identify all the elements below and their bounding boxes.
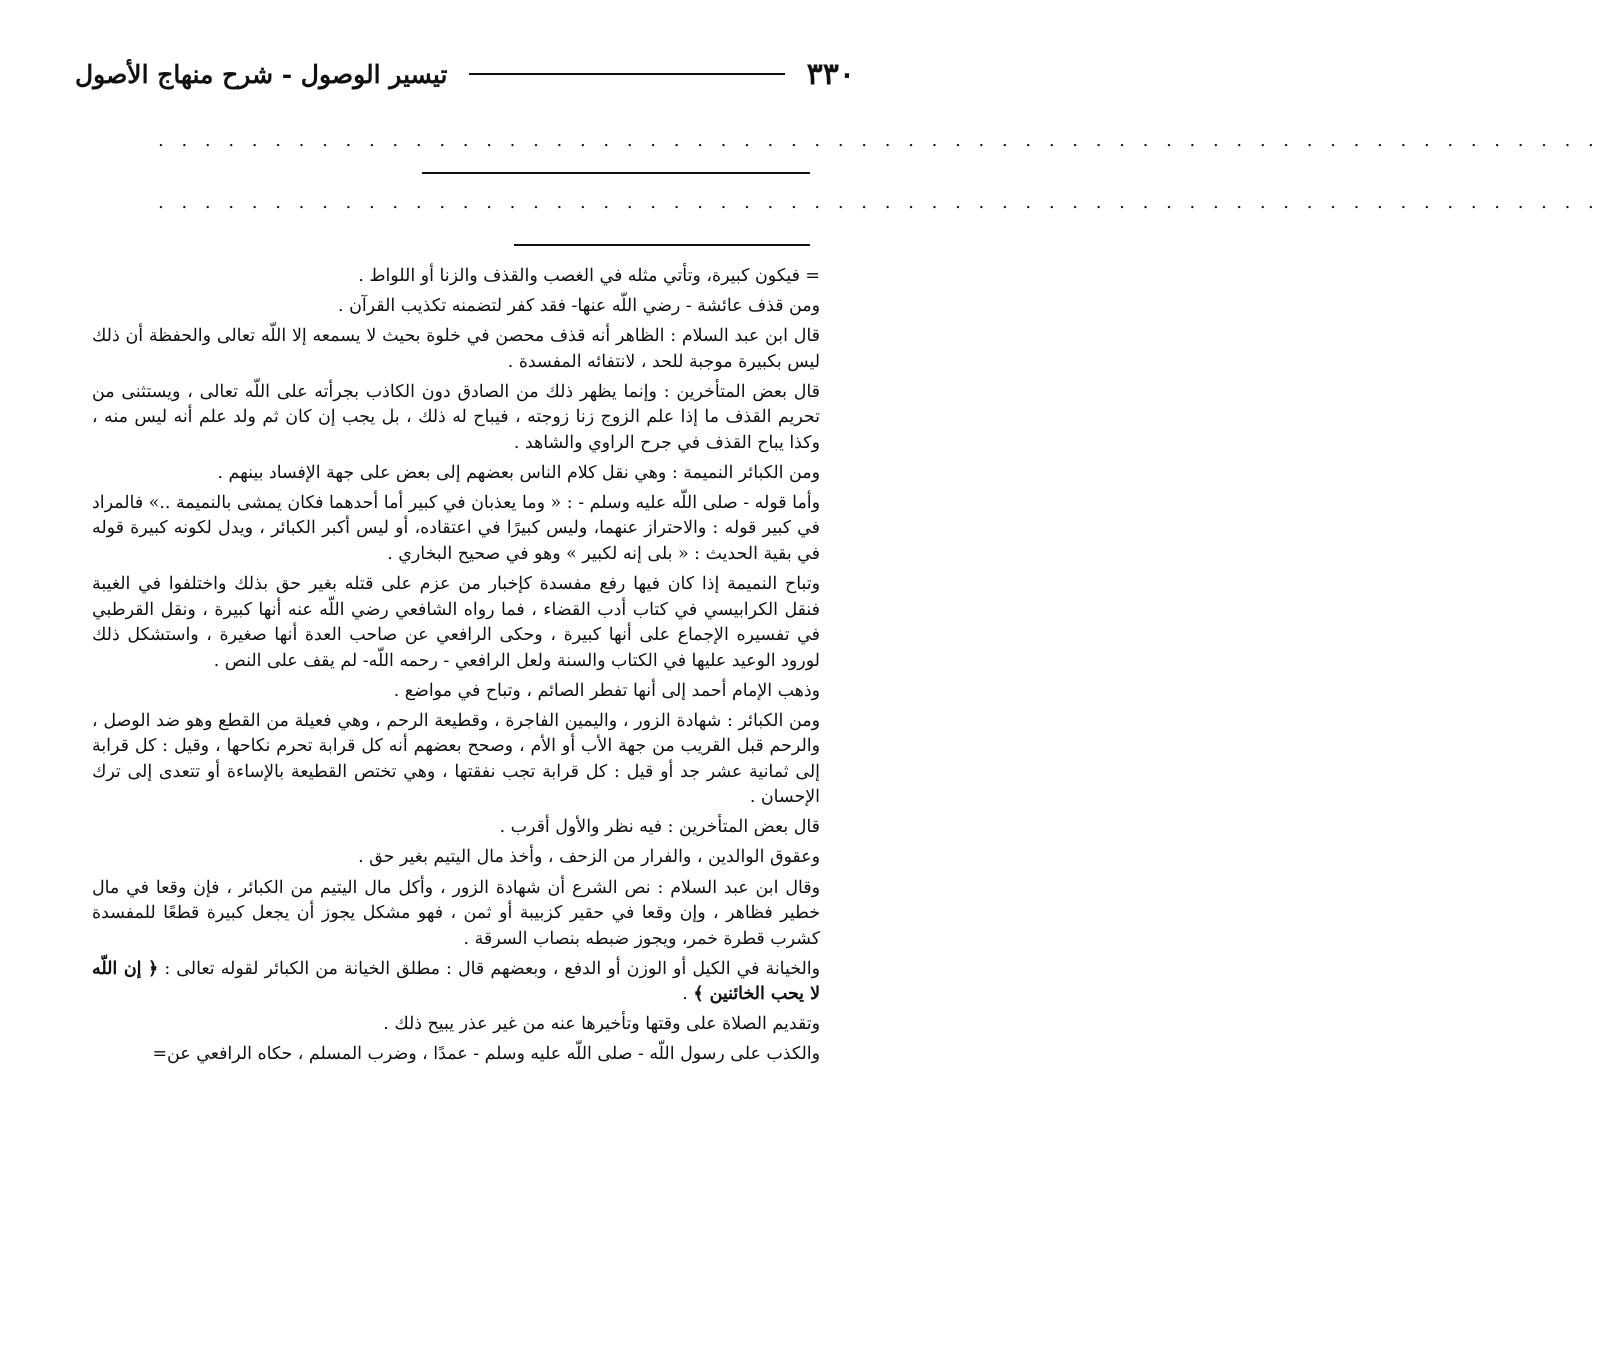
divider-rule — [422, 172, 810, 174]
quran-verse: ﴿ إن اللّه لا يحب الخائنين ﴾ — [92, 958, 820, 1005]
paragraph: والخيانة في الكيل أو الوزن أو الدفع ، وبعضهم قال : مطلق الخيانة من الكبائر لقوله تعالى : ﴿ إن اللّه لا يحب الخائنين ﴾ . — [92, 958, 820, 1005]
ellipsis-separator: . . . . . . . . . . . . . . . . . . . . . . . . . . . . . . . . . . . . . . . . . . . . . . . . . . . . . . . . . . . . . . — [158, 130, 1600, 151]
paragraph: والكذب على رسول اللّه - صلى اللّه عليه وسلم - عمدًا ، وضرب المسلم ، حكاه الرافعي عن= — [152, 1044, 820, 1065]
paragraph: قال بعض المتأخرين : فيه نظر والأول أقرب . — [499, 817, 820, 838]
footnote-rule — [514, 244, 810, 246]
paragraph: ومن الكبائر النميمة : وهي نقل كلام الناس بعضهم إلى بعض على جهة الإفساد بينهم . — [217, 462, 820, 483]
paragraph: وأما قوله - صلى اللّه عليه وسلم - : « وما يعذبان في كبير أما أحدهما فكان يمشى بالنميمة ..» فالمراد في كبير قوله : والاحتراز عنهما، وليس كبيرًا في اعتقاده، أو ليس أكبر الكبائر ، ويدل لكونه كبيرة قوله في بقية الحديث : « بلى إنه لكبير » وهو في صحيح البخاري . — [92, 492, 820, 564]
book-title: تيسير الوصول - شرح منهاج الأصول — [75, 59, 448, 89]
paragraph: وتقديم الصلاة على وقتها وتأخيرها عنه من غير عذر يبيح ذلك . — [383, 1014, 820, 1035]
paragraph: وقال ابن عبد السلام : نص الشرع أن شهادة الزور ، وأكل مال اليتيم من الكبائر ، فإن وقعا في مال خطير فظاهر ، وإن وقعا في حقير كزبيبة أو ثمن ، فهو مشكل يجوز أن يجعل كبيرة قطعًا للمفسدة كشرب قطرة خمر، ويجوز ضبطه بنصاب السرقة . — [92, 877, 820, 949]
paragraph: = فيكون كبيرة، وتأتي مثله في الغصب والقذف والزنا أو اللواط . — [358, 266, 820, 286]
paragraph: ومن قذف عائشة - رضي اللّه عنها- فقد كفر لتضمنه تكذيب القرآن . — [338, 296, 820, 317]
paragraph: ومن الكبائر : شهادة الزور ، واليمين الفاجرة ، وقطيعة الرحم ، وهي فعيلة من القطع وهو ضد الوصل ، والرحم قبل القريب من جهة الأب أو الأم ، وصحح بعضهم أنه كل قرابة تحرم نكاحها ، وقيل : كل قرابة إلى ثمانية عشر جد أو قيل : كل قرابة تجب نفقتها ، وهي تختص القطيعة بالإساءة أو تتعدى إلى ترك الإحسان . — [92, 710, 820, 808]
paragraph: قال ابن عبد السلام : الظاهر أنه قذف محصن في خلوة بحيث لا يسمعه إلا اللّه تعالى والحفظة أن ذلك ليس بكبيرة موجبة للحد ، لانتفائه المفسدة . — [92, 326, 820, 372]
paragraph: قال بعض المتأخرين : وإنما يظهر ذلك من الصادق دون الكاذب بجرأته على اللّه تعالى ، ويستثنى من تحريم القذف ما إذا علم الزوج زنا زوجته ، فيباح له ذلك ، بل يجب إن كان ثم ولد علم أنه ليس منه ، وكذا يباح القذف في جرح الراوي والشاهد . — [92, 381, 820, 453]
footnote-body — [92, 264, 820, 1072]
page-number: ٣٣٠ — [806, 56, 855, 92]
header-rule — [469, 73, 784, 75]
paragraph-text: والخيانة في الكيل أو الوزن أو الدفع ، وبعضهم قال : مطلق الخيانة من الكبائر لقوله تعالى : — [164, 958, 820, 979]
paragraph: وذهب الإمام أحمد إلى أنها تفطر الصائم ، وتباح في مواضع . — [393, 680, 820, 701]
paragraph: وعقوق الوالدين ، والفرار من الزحف ، وأخذ مال اليتيم بغير حق . — [358, 847, 820, 868]
paragraph: وتباح النميمة إذا كان فيها رفع مفسدة كإخبار من عزم على قتله بغير حق بذلك واختلفوا في الغيبة فنقل الكرابيسي في كتاب أدب القضاء ، فما رواه الشافعي رضي اللّه عنه أنها كبيرة ، ونقل القرطبي في تفسيره الإجماع على أنها كبيرة ، وحكى الرافعي عن صاحب العدة أنها صغيرة ، واستشكل ذلك لورود الوعيد عليها في الكتاب والسنة ولعل الرافعي - رحمه اللّه- لم يقف على النص . — [92, 574, 820, 671]
page-header — [75, 52, 855, 96]
ellipsis-separator: . . . . . . . . . . . . . . . . . . . . . . . . . . . . . . . . . . . . . . . . . . . . . . . . . . . . . . . . . . . . . . — [158, 192, 1600, 213]
